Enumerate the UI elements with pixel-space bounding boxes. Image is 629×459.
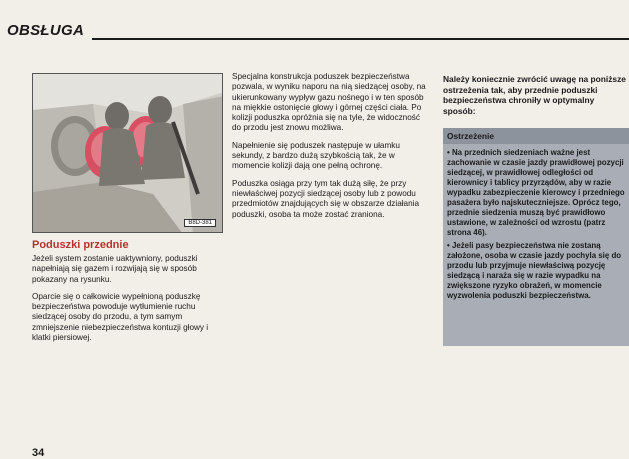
warning-box [443,128,629,346]
page-number: 34 [32,447,45,459]
airbag-illustration [32,73,223,233]
warning-item: • Na przednich siedzeniach ważne jest zachowanie w czasie jazdy prawidłowej pozycji siedzącej, w prawidłowej odległości od kierownicy i tablicy przyrządów, aby w razie wypadku zabezpieczenie kierowcy i przedniego pasażera było najskuteczniejsze. Oprócz tego, przednie siedzenia muszą być prawidłowo ustawione, w zależności od wzrostu (patrz strona 46). [447,148,625,237]
paragraph: Jeżeli system zostanie uaktywniony, poduszki napełniają się gazem i rozwijają się w sposób pokazany na rysunku. [32,254,198,284]
airbag-heading: Poduszki przednie [32,239,129,251]
warning-item: • Jeżeli pasy bezpieczeństwa nie zostaną założone, osoba w czasie jazdy pochyla się do przodu lub przyjmuje niewłaściwą pozycję siedzącą i naraża się w razie wypadku na zwiększone ryzyko obrażeń, w momencie wyzwolenia poduszki bezpieczeństwa. [447,241,622,300]
airbag-drawing [33,74,223,233]
paragraph: Oparcie się o całkowicie wypełnioną poduszkę bezpieczeństwa powoduje wytłumienie ruchu siedzącej osoby do przodu, a tym samym zmniejszenie niebezpieczeństwa kontuzji głowy i klatki piersiowej. [32,291,209,343]
paragraph: Napełnienie się poduszek następuje w ułamku sekundy, z bardzo dużą szybkością tak, że w momencie kolizji dają one pełną ochronę. [232,140,400,171]
warning-title: Ostrzeżenie [443,128,629,144]
paragraph: Specjalna konstrukcja poduszek bezpieczeństwa pozwala, w wyniku naporu na nią siedzącej osoby, na ukierunkowany wypływ gazu nośnego i w ten sposób na miękkie ostonięcie głowy i górnej części ciała. Po kolizji poduszka opróżnia się na tyle, że widoczność do przodu jest znowu możliwa. [232,72,426,133]
warning-body [443,144,629,301]
figure-code: B8D-381 [184,219,216,227]
header-rule [92,38,629,40]
column-1-text [32,254,220,350]
section-title: OBSŁUGA [7,22,85,39]
paragraph: Poduszka osiąga przy tym tak dużą siłę, że przy niewłaściwej pozycji siedzącej osoby lub z powodu przedmiotów znajdujących się w obszarze działania poduszki, osoba ta może zostać zraniona. [232,178,420,219]
warning-intro: Należy koniecznie zwrócić uwagę na poniższe ostrzeżenia tak, aby przednie poduszki bezpieczeństwa chroniły w optymalny sposób: [443,74,626,116]
column-2-text [232,72,429,227]
